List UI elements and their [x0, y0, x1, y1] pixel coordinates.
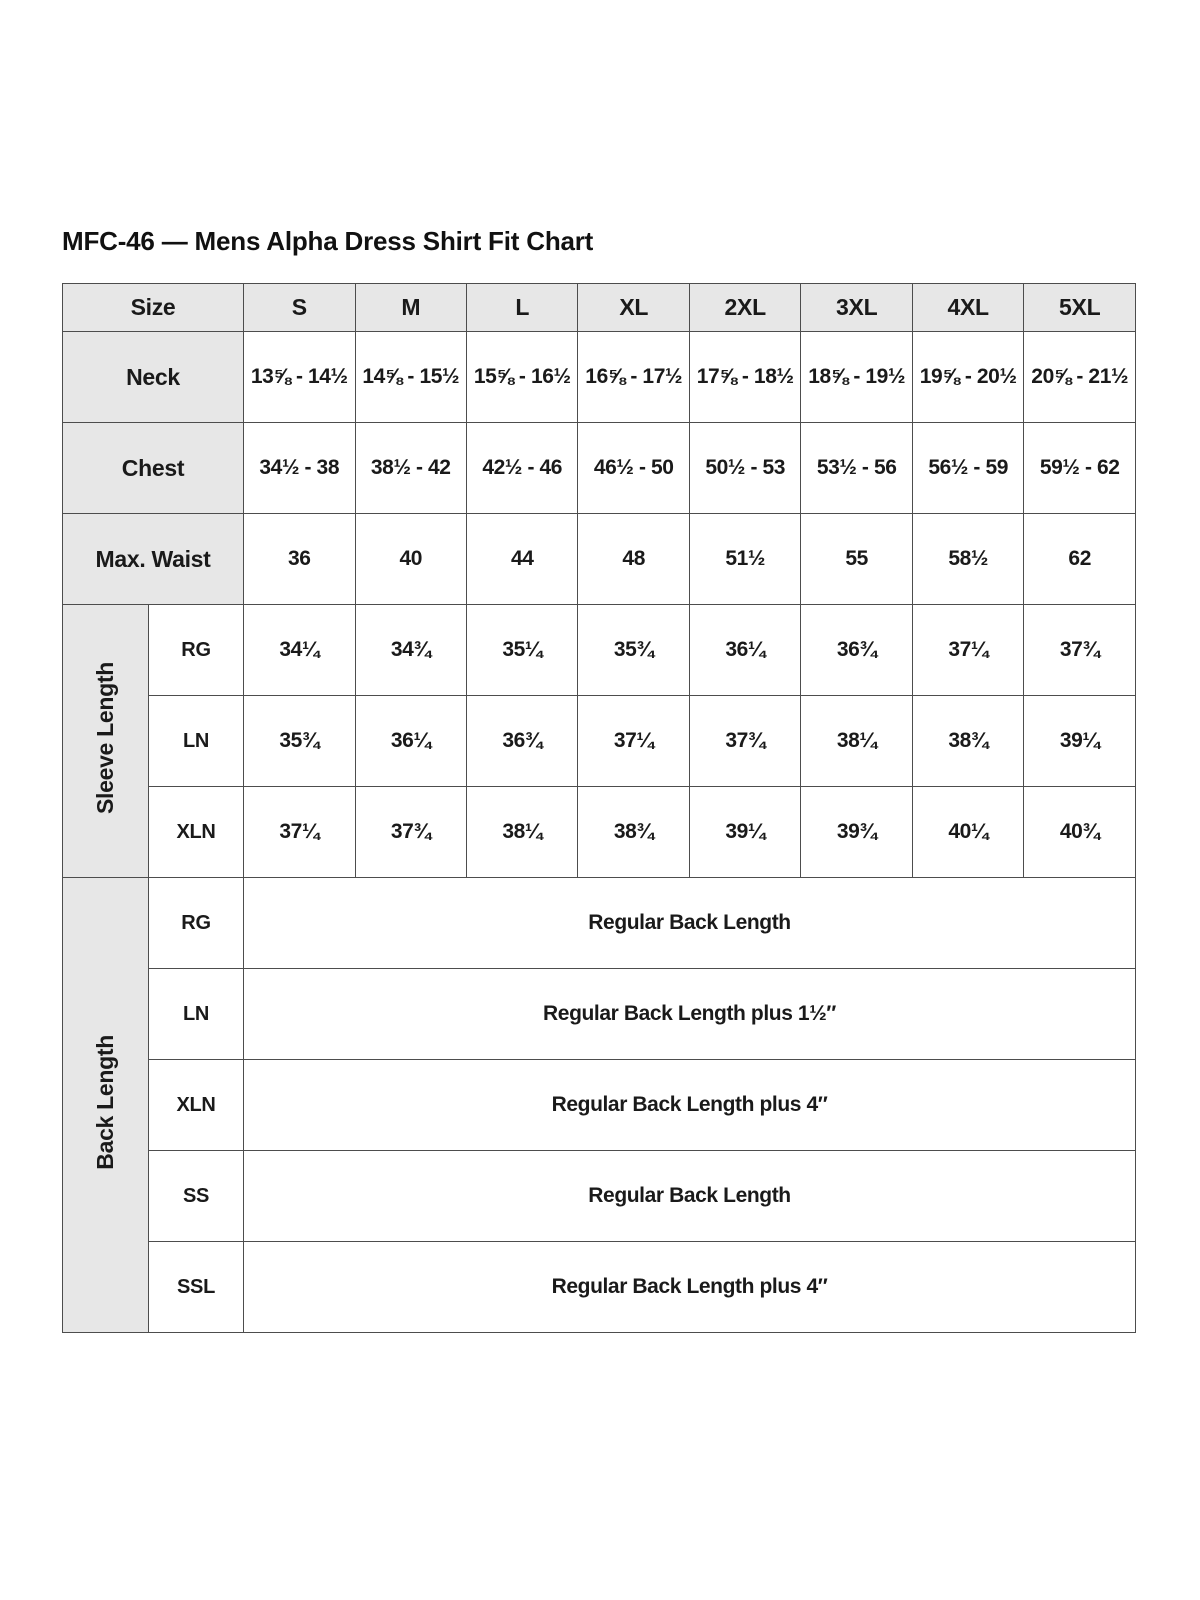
- size-column-header-xl: XL: [578, 284, 689, 332]
- sleeve-xln-value: 39¾: [801, 787, 912, 878]
- neck-value: 18⅝ - 19½: [801, 332, 912, 423]
- sleeve-ln-value: 39¼: [1024, 696, 1136, 787]
- sleeve-sub-label-ln: LN: [149, 696, 244, 787]
- sleeve-xln-value: 37¾: [355, 787, 466, 878]
- back-rg-row: [63, 878, 1136, 969]
- sleeve-xln-row: [63, 787, 1136, 878]
- chest-value: 46½ - 50: [578, 423, 689, 514]
- size-header-label: Size: [63, 284, 244, 332]
- back-sub-label-ss: SS: [149, 1151, 244, 1242]
- neck-row: [63, 332, 1136, 423]
- sleeve-ln-value: 35¾: [244, 696, 355, 787]
- max-waist-value: 44: [466, 514, 577, 605]
- sleeve-xln-value: 39¼: [689, 787, 800, 878]
- chest-value: 59½ - 62: [1024, 423, 1136, 514]
- sleeve-ln-row: [63, 696, 1136, 787]
- sleeve-rg-row: [63, 605, 1136, 696]
- chest-value: 50½ - 53: [689, 423, 800, 514]
- size-column-header-m: M: [355, 284, 466, 332]
- page-title: MFC-46 — Mens Alpha Dress Shirt Fit Chart: [62, 226, 594, 256]
- back-sub-label-ssl: SSL: [149, 1242, 244, 1333]
- max-waist-value: 48: [578, 514, 689, 605]
- sleeve-ln-value: 36¾: [466, 696, 577, 787]
- chest-row: [63, 423, 1136, 514]
- sleeve-xln-value: 40¼: [912, 787, 1023, 878]
- neck-value: 17⅝ - 18½: [689, 332, 800, 423]
- sleeve-ln-value: 37¾: [689, 696, 800, 787]
- chest-value: 56½ - 59: [912, 423, 1023, 514]
- row-label-max-waist: Max. Waist: [63, 514, 244, 605]
- back-sub-label-rg: RG: [149, 878, 244, 969]
- size-column-header-2xl: 2XL: [689, 284, 800, 332]
- size-column-header-5xl: 5XL: [1024, 284, 1136, 332]
- sleeve-xln-value: 37¼: [244, 787, 355, 878]
- back-xln-text: Regular Back Length plus 4″: [244, 1060, 1136, 1151]
- row-label-neck: Neck: [63, 332, 244, 423]
- max-waist-value: 55: [801, 514, 912, 605]
- sleeve-rg-value: 35¼: [466, 605, 577, 696]
- size-column-header-s: S: [244, 284, 355, 332]
- back-rg-text: Regular Back Length: [244, 878, 1136, 969]
- sleeve-ln-value: 37¼: [578, 696, 689, 787]
- sleeve-xln-value: 40¾: [1024, 787, 1136, 878]
- back-ln-row: [63, 969, 1136, 1060]
- back-ssl-row: [63, 1242, 1136, 1333]
- sleeve-rg-value: 35¾: [578, 605, 689, 696]
- chest-value: 42½ - 46: [466, 423, 577, 514]
- back-length-label: Back Length: [92, 1035, 118, 1170]
- max-waist-value: 51½: [689, 514, 800, 605]
- size-column-header-4xl: 4XL: [912, 284, 1023, 332]
- sleeve-rg-value: 34¾: [355, 605, 466, 696]
- sleeve-rg-value: 37¼: [912, 605, 1023, 696]
- group-label-back-length: [63, 878, 149, 1333]
- back-sub-label-xln: XLN: [149, 1060, 244, 1151]
- sleeve-xln-value: 38¼: [466, 787, 577, 878]
- chest-value: 34½ - 38: [244, 423, 355, 514]
- back-sub-label-ln: LN: [149, 969, 244, 1060]
- sleeve-sub-label-xln: XLN: [149, 787, 244, 878]
- chest-value: 53½ - 56: [801, 423, 912, 514]
- sleeve-rg-value: 36¾: [801, 605, 912, 696]
- sleeve-sub-label-rg: RG: [149, 605, 244, 696]
- row-label-chest: Chest: [63, 423, 244, 514]
- chest-value: 38½ - 42: [355, 423, 466, 514]
- back-xln-row: [63, 1060, 1136, 1151]
- max-waist-value: 36: [244, 514, 355, 605]
- size-header-row: [63, 284, 1136, 332]
- sleeve-rg-value: 34¼: [244, 605, 355, 696]
- sleeve-ln-value: 38¾: [912, 696, 1023, 787]
- neck-value: 19⅝ - 20½: [912, 332, 1023, 423]
- fit-chart-table: [62, 283, 1136, 1333]
- neck-value: 15⅝ - 16½: [466, 332, 577, 423]
- sleeve-rg-value: 37¾: [1024, 605, 1136, 696]
- back-ln-text: Regular Back Length plus 1½″: [244, 969, 1136, 1060]
- size-column-header-l: L: [466, 284, 577, 332]
- sleeve-rg-value: 36¼: [689, 605, 800, 696]
- back-ssl-text: Regular Back Length plus 4″: [244, 1242, 1136, 1333]
- neck-value: 16⅝ - 17½: [578, 332, 689, 423]
- max-waist-value: 40: [355, 514, 466, 605]
- back-ss-row: [63, 1151, 1136, 1242]
- sleeve-ln-value: 38¼: [801, 696, 912, 787]
- neck-value: 14⅝ - 15½: [355, 332, 466, 423]
- max-waist-row: [63, 514, 1136, 605]
- sleeve-xln-value: 38¾: [578, 787, 689, 878]
- back-ss-text: Regular Back Length: [244, 1151, 1136, 1242]
- size-column-header-3xl: 3XL: [801, 284, 912, 332]
- neck-value: 20⅝ - 21½: [1024, 332, 1136, 423]
- group-label-sleeve-length: [63, 605, 149, 878]
- neck-value: 13⅝ - 14½: [244, 332, 355, 423]
- max-waist-value: 58½: [912, 514, 1023, 605]
- sleeve-length-label: Sleeve Length: [92, 662, 118, 815]
- max-waist-value: 62: [1024, 514, 1136, 605]
- sleeve-ln-value: 36¼: [355, 696, 466, 787]
